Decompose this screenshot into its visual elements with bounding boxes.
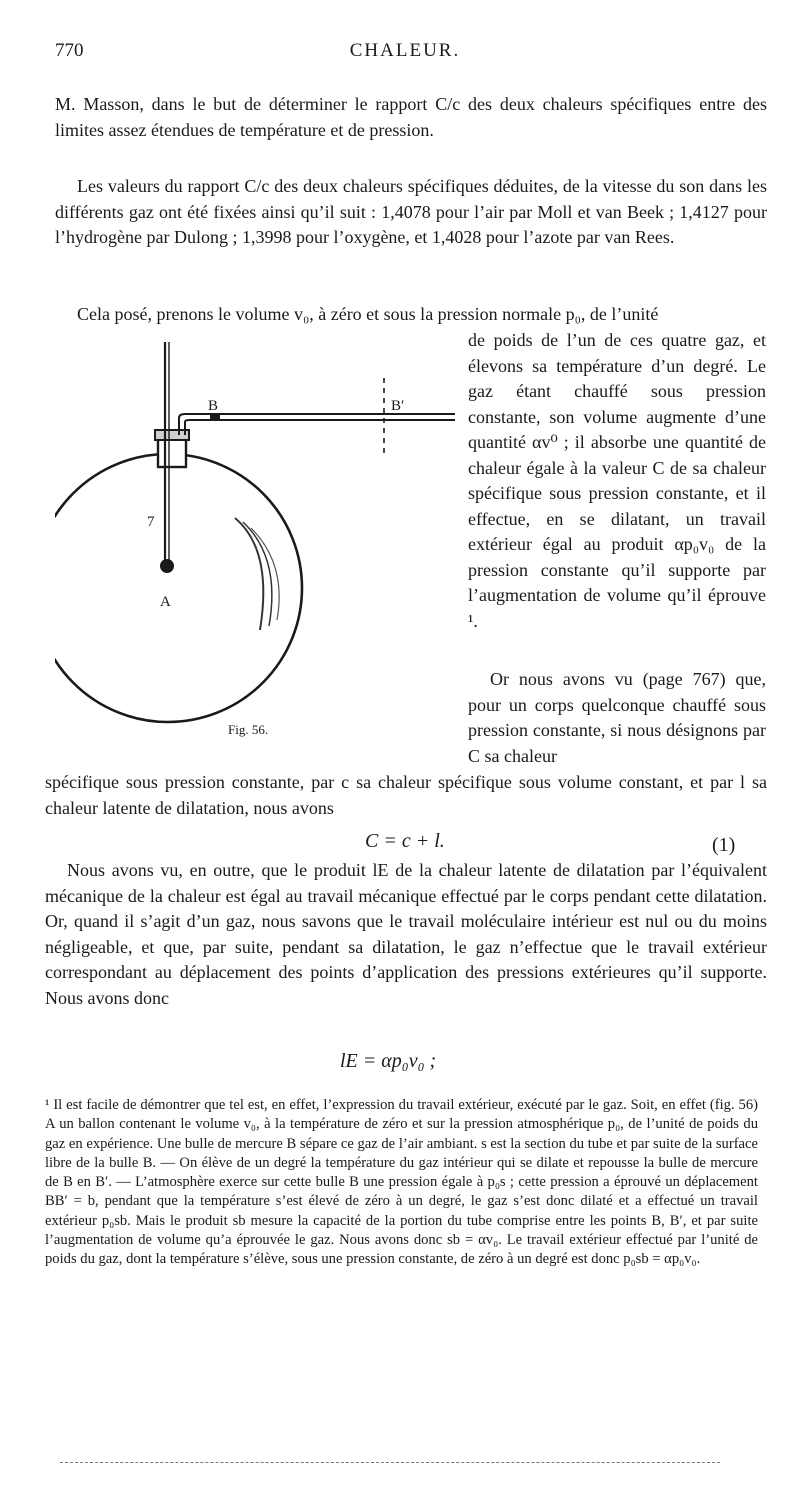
- label-tube: 7: [147, 514, 155, 530]
- flask-stopper: [155, 430, 189, 440]
- paragraph-ratios: Les valeurs du rapport C/c des deux chaleurs spécifiques déduites, de la vitesse du son dans les différents gaz ont été fixées ainsi qu’il suit : 1,4078 pour l’air par Moll et van Beek ; 1,4127 pour l’hydrogène par Dulong ; 1,3998 pour l’oxygène, et 1,4028 pour l’azote par van Rees.: [55, 176, 767, 247]
- bulb-highlight-3: [251, 528, 279, 620]
- page-number: 770: [55, 40, 84, 61]
- label-b-prime: B′: [391, 398, 405, 414]
- label-a: A: [160, 594, 171, 610]
- paragraph-recall-side: Or nous avons vu (page 767) que, pour un corps quelconque chauffé sous pression constante, si nous désignons par C sa chaleur: [468, 669, 766, 766]
- bulb-highlight-1: [235, 518, 263, 630]
- thermometer-bulb: [160, 559, 174, 573]
- equation-2: lE = αp₀v₀ ;: [340, 1050, 437, 1072]
- equation-1: C = c + l.: [365, 830, 445, 852]
- flask-bulb: [55, 454, 302, 722]
- paragraph-intro: M. Masson, dans le but de déterminer le rapport C/c des deux chaleurs spécifiques entre des limites assez étendues de température et de pression.: [55, 94, 767, 140]
- running-header: [55, 40, 755, 70]
- bottom-rule: [60, 1462, 720, 1463]
- footnote-1: ¹ Il est facile de démontrer que tel est, en effet, l’expression du travail extérieur, exécuté par le gaz. Soit, en effet (fig. 56) A un ballon contenant le volume v₀, à la température de zéro et sur la pression atmosphérique p₀, de l’unité de poids du gaz en expérience. Une bulle de mercure B sépare ce gaz de l’air ambiant. s est la section du tube et par suite de la surface libre de la bulle B. — On élève de un degré la température du gaz intérieur qui se dilate et repousse la bulle de mercure de B en B′. — L’atmosphère exerce sur cette bulle B une pression égale à p₀s ; cette pression a éprouvé un déplacement BB′ = b, pendant que la température s’est élevé de zéro à un degré, le gaz s’est donc dilaté et a effectué un travail extérieur p₀sb. Mais le produit sb mesure la capacité de la portion du tube comprise entre les points B, B′, et par suite l’augmentation de volume qu’a éprouvée le gaz. Nous avons donc sb = αv₀. Le travail extérieur effectué par l’unité de poids du gaz, dont la température s’élève, sous une pression constante, de zéro à un degré est donc p₀sb = αp₀v₀.: [45, 1097, 758, 1268]
- paragraph-latent-heat: Nous avons vu, en outre, que le produit lE de la chaleur latente de dilatation par l’équivalent mécanique de la chaleur est égal au travail mécanique effectué par le corps pendant cette dilatation. Or, quand il s’agit d’un gaz, nous savons que le travail moléculaire intérieur est nul ou du moins négligeable, et que, par suite, pendant sa dilatation, le gaz n’effectue que le travail extérieur correspondant au déplacement des points d’application des pressions extérieures qu’il supporte. Nous avons donc: [45, 860, 767, 1008]
- paragraph-setup-line: Cela posé, prenons le volume v₀, à zéro et sous la pression normale p₀, de l’unité: [77, 304, 659, 324]
- running-title: CHALEUR.: [349, 40, 461, 61]
- horizontal-tube-top: [179, 414, 455, 435]
- bulb-highlight-2: [243, 522, 272, 626]
- paragraph-recall-full: spécifique sous pression constante, par c sa chaleur spécifique sous volume constant, et par l sa chaleur latente de dilatation, nous avons: [45, 772, 767, 818]
- figure-caption: Fig. 56.: [228, 722, 269, 737]
- figure-56: [55, 330, 470, 750]
- paragraph-setup-body: de poids de l’un de ces quatre gaz, et élevons sa température d’un degré. Le gaz étant chauffé sous pression constante, son volume augmente d’une quantité αv⁰ ; il absorbe une quantité de chaleur égale à la valeur C de sa chaleur spécifique sous pression constante, et il effectue, en se dilatant, un travail extérieur égal au produit αp₀v₀ de la pression constante qu’il supporte par l’augmentation de volume qu’il éprouve ¹.: [468, 330, 766, 631]
- label-b: B: [208, 398, 219, 414]
- flask-diagram: [55, 330, 470, 750]
- horizontal-tube-bottom: [185, 420, 455, 435]
- equation-1-number: (1): [712, 834, 736, 856]
- mercury-bubble-b: [210, 414, 220, 420]
